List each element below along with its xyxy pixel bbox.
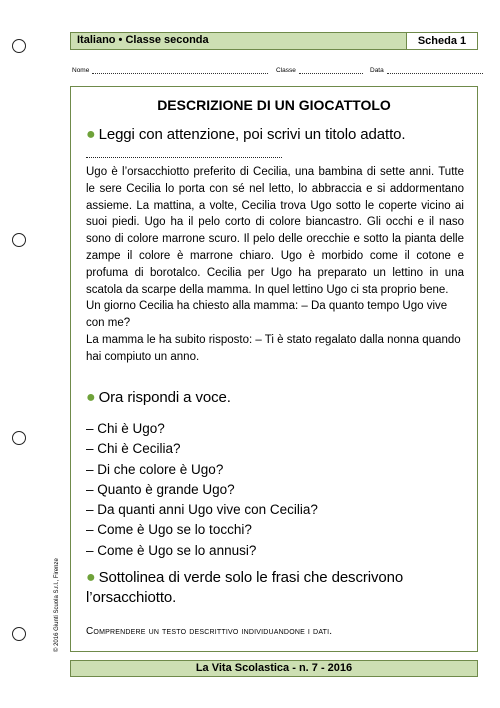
story-paragraph: Un giorno Cecilia ha chiesto alla mamma: – Da quanto tempo Ugo vive con me? [86, 300, 448, 330]
name-label: Nome [72, 67, 90, 74]
binder-hole [12, 233, 26, 247]
question-list [86, 419, 318, 561]
question-item: – Chi è Cecilia? [86, 441, 181, 457]
worksheet-title: DESCRIZIONE DI UN GIOCATTOLO [157, 97, 391, 113]
footer-bar: La Vita Scolastica - n. 7 - 2016 [70, 660, 478, 677]
header-bar [70, 32, 478, 50]
worksheet-content [70, 86, 478, 652]
bullet-icon: ● [86, 126, 96, 143]
question-item: – Come è Ugo se lo annusi? [86, 542, 257, 558]
instruction-1: ● Leggi con attenzione, poi scrivi un titolo adatto. [86, 126, 406, 143]
date-label: Data [370, 67, 384, 74]
copyright-note: © 2016 Giunti Scuola S.r.l., Firenze [54, 558, 60, 652]
question-item: – Di che colore è Ugo? [86, 461, 224, 477]
subject-label: Italiano • Classe seconda [77, 34, 209, 46]
bullet-icon: ● [86, 569, 96, 586]
binder-hole [12, 431, 26, 445]
class-field[interactable] [276, 67, 363, 74]
question-item: – Chi è Ugo? [86, 421, 165, 436]
bullet-icon: ● [86, 389, 96, 406]
story-paragraph: Ugo è l’orsacchiotto preferito di Cecilia, una bambina di sette anni. Tutte le sere Cecilia lo porta con sé nel letto, lo abbraccia e si addormentano assieme. La mattina, a volte, Cecilia trova Ugo sotto le coperte vicino ai suoi piedi. Ugo ha il pelo corto di colore biancastro. Gli occhi e il naso sono di colore marrone scuro. Il pelo delle orecchie e sotto la pianta delle zampe il colore è marrone chiaro. Ugo è morbido come il cotone e profuma di borotalco. Cecilia per Ugo ha preparato un lettino in una scatola da scarpe della mamma. In quel lettino Ugo ci sta proprio bene. [86, 166, 464, 296]
instruction-2: ● Ora rispondi a voce. [86, 389, 231, 406]
story-text [86, 164, 464, 366]
learning-objective: Comprendere un testo descrittivo individuandone i dati. [86, 626, 333, 637]
question-item: – Quanto è grande Ugo? [86, 481, 235, 497]
instruction-3: ● Sottolinea di verde solo le frasi che descrivono l’orsacchiotto. [86, 569, 404, 606]
name-field[interactable] [72, 67, 268, 74]
date-field[interactable] [370, 67, 483, 74]
story-paragraph: La mamma le ha subito risposto: – Ti è stato regalato dalla nonna quando hai compiuto un anno. [86, 333, 461, 363]
question-item: – Da quanti anni Ugo vive con Cecilia? [86, 502, 318, 518]
binder-hole [12, 39, 26, 53]
student-fields [72, 67, 476, 79]
class-label: Classe [276, 67, 296, 74]
binder-hole [12, 627, 26, 641]
question-item: – Come è Ugo se lo tocchi? [86, 522, 252, 538]
sheet-label: Scheda 1 [406, 32, 478, 50]
title-answer-line[interactable] [86, 145, 282, 158]
